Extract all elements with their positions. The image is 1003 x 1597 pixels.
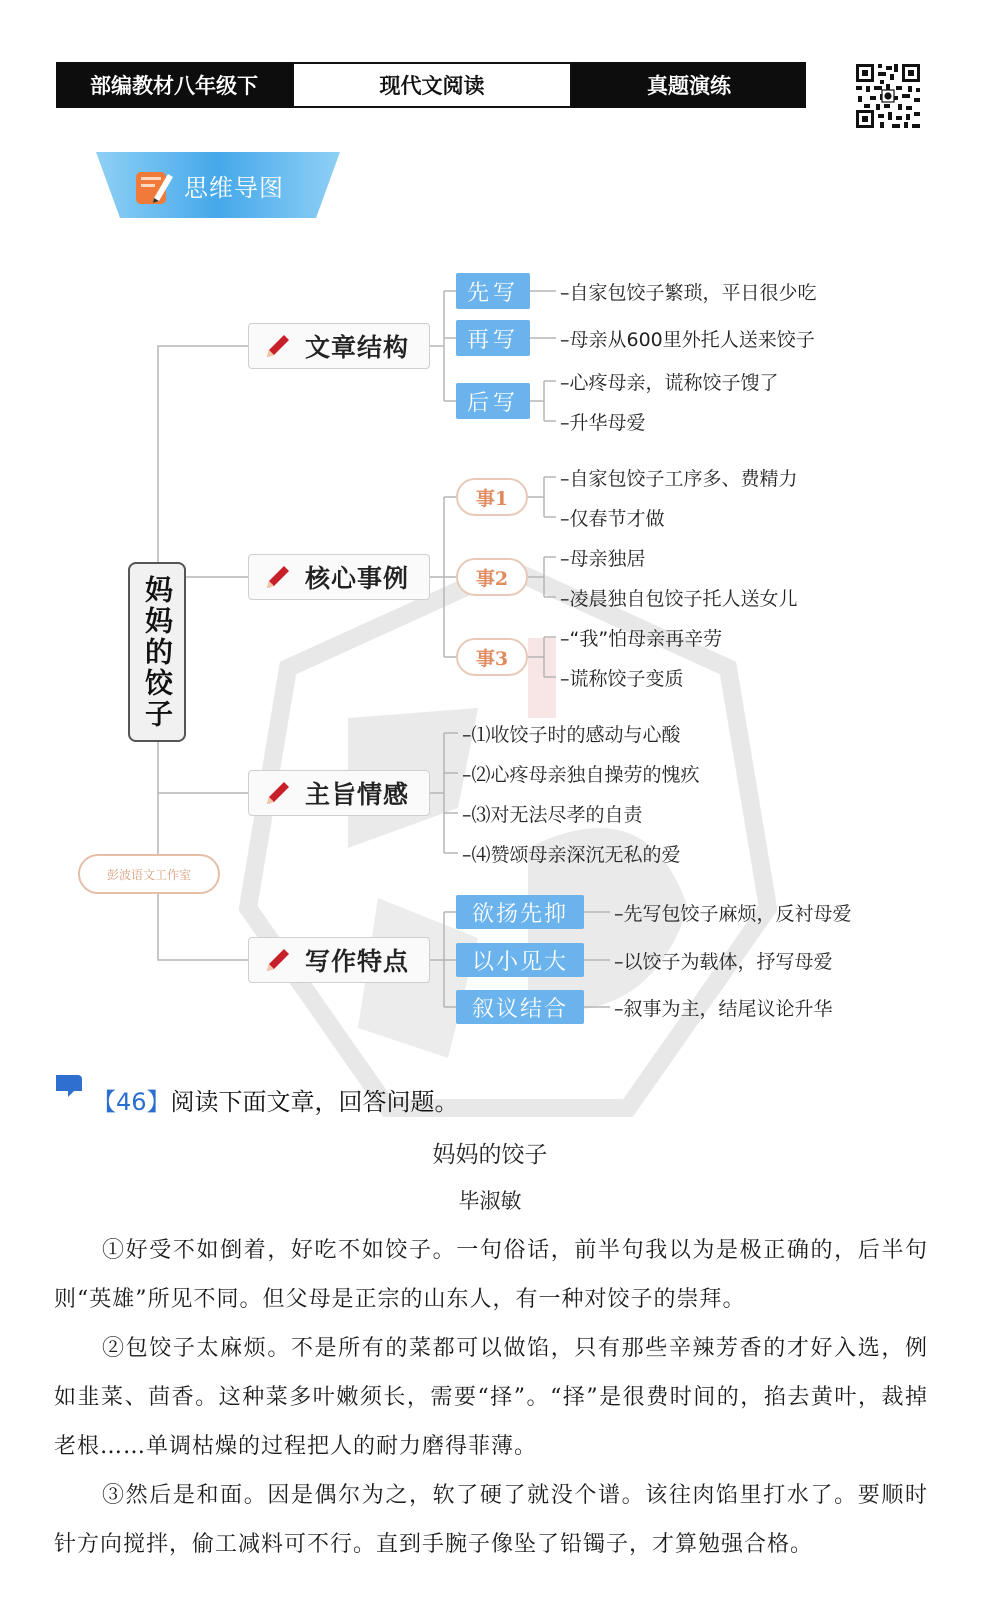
article-paragraph: ①好受不如倒着，好吃不如饺子。一句俗话，前半句我以为是极正确的，后半句则“英雄”所见不同。但父母是正宗的山东人，有一种对饺子的崇拜。 [54,1238,928,1312]
leaf-item: –升华母爱 [560,412,646,434]
leaf-item: –⑶对无法尽孝的自责 [462,804,643,826]
question-number: 【46】 [92,1088,171,1116]
tag-event-1: 事1 [456,478,528,516]
leaf-item: –⑷赞颂母亲深沉无私的爱 [462,844,681,866]
mindmap-root-node [128,562,186,742]
leaf-item: –⑴收饺子时的感动与心酸 [462,724,681,746]
leaf-item: –谎称饺子变质 [560,668,684,690]
mindmap-root-label: 妈妈的饺子 [141,574,174,730]
leaf-item: –先写包饺子麻烦，反衬母爱 [614,903,852,925]
branch-core-events-title: 核心事例 [305,564,410,593]
tag-feature-1: 欲扬先抑 [456,895,584,929]
studio-label: 彭波语文工作室 [78,854,220,894]
question-prompt: 阅读下面文章，回答问题。 [170,1088,459,1116]
leaf-item: –凌晨独自包饺子托人送女儿 [560,588,798,610]
tag-last: 后写 [456,383,530,419]
branch-core-events [248,554,430,600]
leaf-item: –自家包饺子繁琐，平日很少吃 [560,282,817,304]
article-paragraph: ③然后是和面。因是偶尔为之，软了硬了就没个谱。该往肉馅里打水了。要顺时针方向搅拌，偷工减料可不行。直到手腕子像坠了铅镯子，才算勉强合格。 [54,1483,928,1557]
pencil-icon [263,945,293,975]
tag-then: 再写 [456,320,530,356]
leaf-item: –仅春节才做 [560,508,665,530]
tag-first: 先写 [456,273,530,309]
branch-writing-features [248,937,430,983]
leaf-item: –自家包饺子工序多、费精力 [560,468,798,490]
bookmark-icon [54,1072,84,1098]
tag-event-2: 事2 [456,558,528,596]
article-author: 毕淑敏 [458,1189,522,1213]
leaf-item: –⑵心疼母亲独自操劳的愧疚 [462,764,700,786]
pencil-icon [263,562,293,592]
branch-writing-features-title: 写作特点 [305,947,410,976]
header-grade-label: 部编教材八年级下 [90,74,258,98]
header-subject-label: 现代文阅读 [379,74,485,98]
tag-event-3: 事3 [456,638,528,676]
branch-structure-title: 文章结构 [305,333,410,362]
leaf-item: –叙事为主，结尾议论升华 [614,998,833,1020]
leaf-item: –母亲从600里外托人送来饺子 [560,329,815,351]
leaf-item: –母亲独居 [560,548,646,570]
leaf-item: –以饺子为载体，抒写母爱 [614,951,833,973]
article-paragraph: ②包饺子太麻烦。不是所有的菜都可以做馅，只有那些辛辣芳香的才好入选，例如韭菜、茴香。这种菜多叶嫩须长，需要“择”。“择”是很费时间的，掐去黄叶，裁掉老根……单调枯燥的过程把人的耐力磨得菲薄。 [54,1336,928,1459]
leaf-item: –“我”怕母亲再辛劳 [560,628,723,650]
pencil-icon [263,778,293,808]
branch-structure [248,323,430,369]
branch-theme-emotion [248,770,430,816]
leaf-item: –心疼母亲，谎称饺子馊了 [560,372,779,394]
banner-label: 思维导图 [184,174,284,202]
branch-theme-emotion-title: 主旨情感 [305,780,410,809]
article-title: 妈妈的饺子 [432,1142,548,1168]
pencil-icon [263,331,293,361]
header-practice-label: 真题演练 [647,74,731,98]
question-heading [92,1082,459,1117]
tag-feature-3: 叙议结合 [456,990,584,1024]
tag-feature-2: 以小见大 [456,943,584,977]
